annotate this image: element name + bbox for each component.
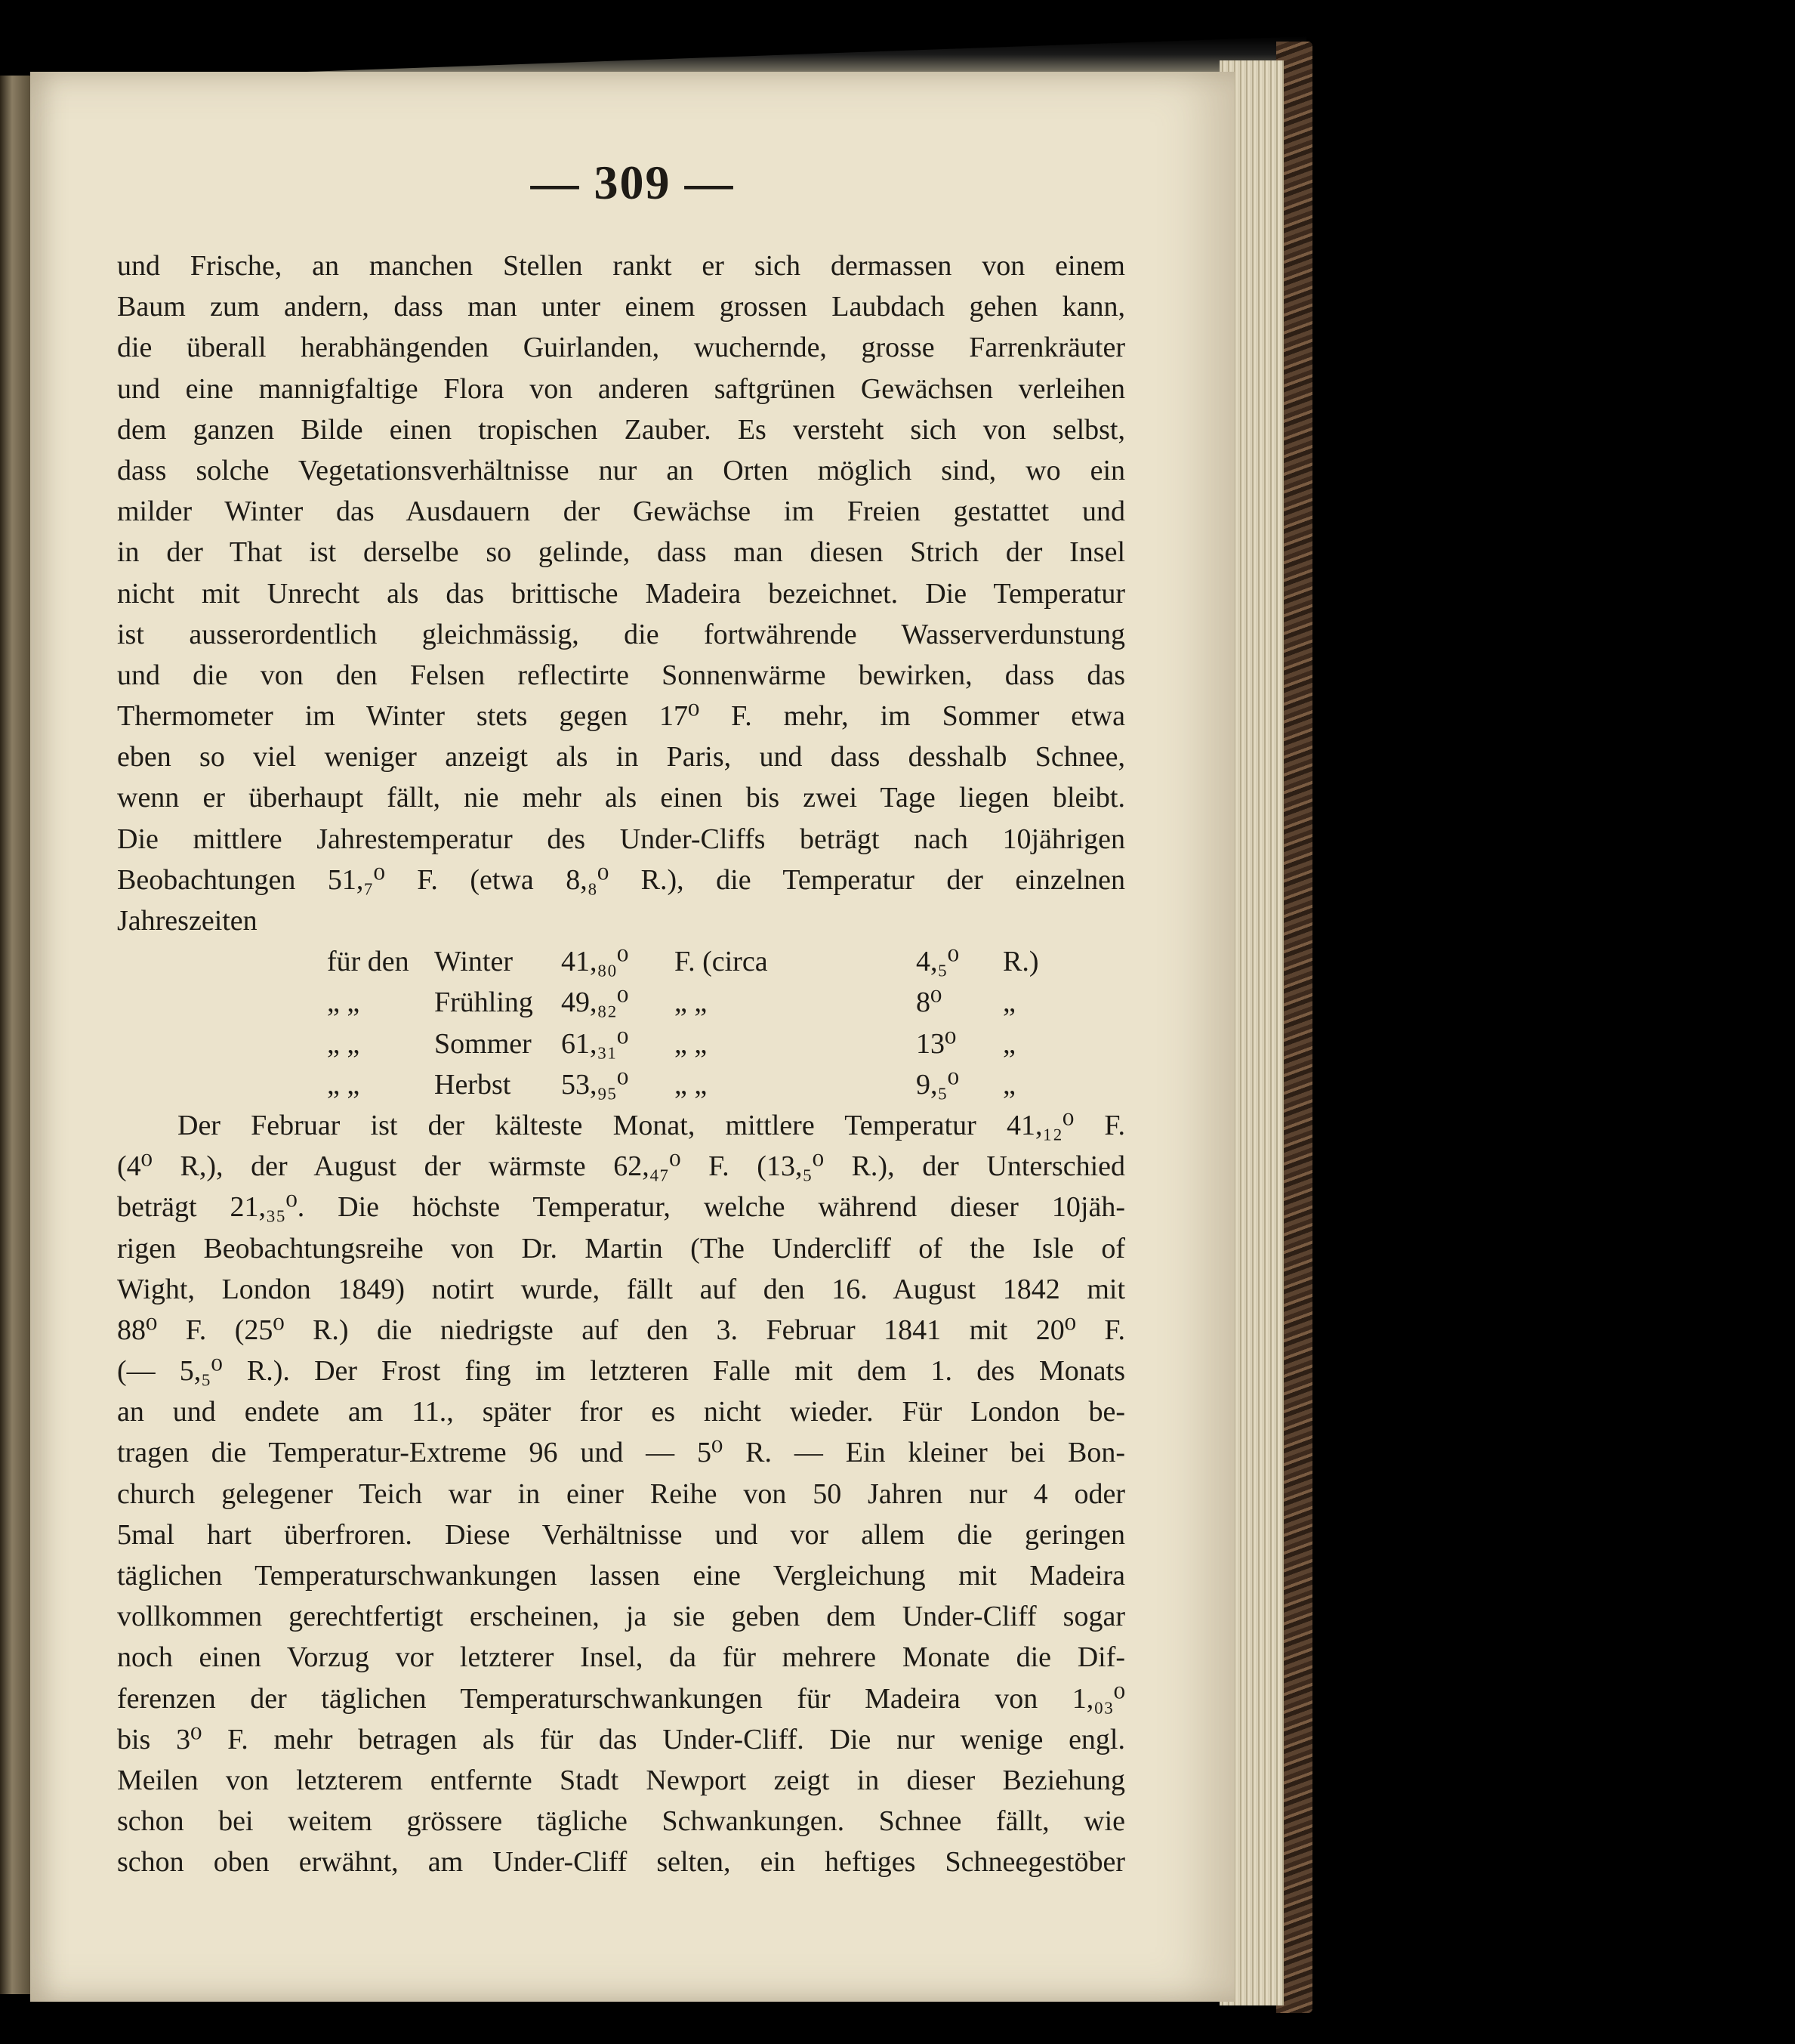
table-row [327,1064,1125,1105]
text-line: die überall herabhängenden Guirlanden, wuchernde, grosse Farrenkräuter [117,332,1125,364]
text-line: Baum zum andern, dass man unter einem grossen Laubdach gehen kann, [117,291,1125,323]
text-line: rigen Beobachtungsreihe von Dr. Martin (The Undercliff of the Isle of [117,1232,1125,1264]
text-line: Die mittlere Jahrestemperatur des Under-Cliffs beträgt nach 10jährigen [117,823,1125,855]
table-row [327,1024,1125,1064]
paragraph-2 [117,1105,1125,1883]
text-line: an und endete am 11., später fror es nicht wieder. Für London be- [117,1396,1125,1428]
table-cell: „ „ [327,1068,360,1101]
table-cell: „ „ [327,1027,360,1060]
table-cell: 61,₃₁⁰ [561,1027,629,1060]
table-cell: F. (circa [674,946,768,978]
text-line: milder Winter das Ausdauern der Gewächse im Freien gestattet und [117,496,1125,528]
table-cell: R.) [1003,946,1039,978]
table-row [327,982,1125,1023]
text-line: tragen die Temperatur-Extreme 96 und — 5⁰ R. — Ein kleiner bei Bon- [117,1437,1125,1469]
text-line: eben so viel weniger anzeigt als in Paris, und dass desshalb Schnee, [117,741,1125,773]
text-line: 5mal hart überfroren. Diese Verhältnisse und vor allem die geringen [117,1518,1125,1551]
table-cell: für den [327,946,409,978]
text-line: bis 3⁰ F. mehr betragen als für das Under-Cliff. Die nur wenige engl. [117,1723,1125,1755]
text-line: Wight, London 1849) notirt wurde, fällt auf den 16. August 1842 mit [117,1273,1125,1305]
table-cell: „ [1003,986,1016,1019]
table-cell: 49,₈₂⁰ [561,986,629,1019]
left-page-edge [0,76,30,1994]
book-page [30,72,1235,2002]
table-cell: „ „ [327,986,360,1019]
text-line: (4⁰ R,), der August der wärmste 62,₄₇⁰ F. (13,₅⁰ R.), der Unterschied [117,1150,1125,1183]
text-line: Der Februar ist der kälteste Monat, mittlere Temperatur 41,₁₂⁰ F. [177,1109,1125,1141]
page-text [117,245,1125,1883]
paragraph-1 [117,245,1125,941]
table-cell: 4,₅⁰ [916,946,959,978]
table-cell: „ „ [674,1027,708,1060]
text-line: und eine mannigfaltige Flora von anderen saftgrünen Gewächsen verleihen [117,372,1125,405]
table-cell: Herbst [434,1068,511,1101]
text-line: täglichen Temperaturschwankungen lassen eine Vergleichung mit Madeira [117,1560,1125,1592]
text-line: Beobachtungen 51,₇⁰ F. (etwa 8,₈⁰ R.), die Temperatur der einzelnen [117,863,1125,896]
text-line: wenn er überhaupt fällt, nie mehr als einen bis zwei Tage liegen bleibt. [117,782,1125,814]
text-line: ist ausserordentlich gleichmässig, die fortwährende Wasserverdunstung [117,618,1125,650]
text-line: 88⁰ F. (25⁰ R.) die niedrigste auf den 3. Februar 1841 mit 20⁰ F. [117,1314,1125,1346]
table-cell: 13⁰ [916,1027,957,1060]
text-line: nicht mit Unrecht als das brittische Madeira bezeichnet. Die Temperatur [117,577,1125,610]
table-row [327,941,1125,982]
text-line: Thermometer im Winter stets gegen 17⁰ F. mehr, im Sommer etwa [117,700,1125,733]
table-cell: 53,₉₅⁰ [561,1068,629,1101]
text-line: schon oben erwähnt, am Under-Cliff selten, ein heftiges Schneegestöber [117,1846,1125,1879]
table-cell: „ „ [674,986,708,1019]
text-line: vollkommen gerechtfertigt erscheinen, ja sie geben dem Under-Cliff sogar [117,1601,1125,1633]
table-cell: Frühling [434,986,533,1019]
table-cell: „ [1003,1068,1016,1101]
table-cell: 8⁰ [916,986,942,1019]
text-line: beträgt 21,₃₅⁰. Die höchste Temperatur, welche während dieser 10jäh- [117,1191,1125,1224]
seasons-table [117,941,1125,1105]
text-line: dass solche Vegetationsverhältnisse nur an Orten möglich sind, wo ein [117,454,1125,486]
text-line: ferenzen der täglichen Temperaturschwankungen für Madeira von 1,₀₃⁰ [117,1682,1125,1715]
text-line: und die von den Felsen reflectirte Sonnenwärme bewirken, dass das [117,659,1125,691]
page-number: — 309 — [530,156,735,209]
table-cell: 9,₅⁰ [916,1068,959,1101]
table-cell: Sommer [434,1027,532,1060]
text-line: (— 5,₅⁰ R.). Der Frost fing im letzteren Falle mit dem 1. des Monats [117,1355,1125,1388]
table-cell: „ [1003,1027,1016,1060]
text-line: schon bei weitem grössere tägliche Schwankungen. Schnee fällt, wie [117,1805,1125,1838]
text-line: Meilen von letzterem entfernte Stadt Newport zeigt in dieser Beziehung [117,1764,1125,1796]
text-line: noch einen Vorzug vor letzterer Insel, da für mehrere Monate die Dif- [117,1641,1125,1674]
text-line: Jahreszeiten [117,905,258,937]
text-line: church gelegener Teich war in einer Reihe von 50 Jahren nur 4 oder [117,1477,1125,1510]
table-cell: Winter [434,946,513,978]
table-cell: 41,₈₀⁰ [561,946,629,978]
text-line: dem ganzen Bilde einen tropischen Zauber. Es versteht sich von selbst, [117,413,1125,446]
table-cell: „ „ [674,1068,708,1101]
text-line: und Frische, an manchen Stellen rankt er sich dermassen von einem [117,250,1125,282]
text-line: in der That ist derselbe so gelinde, dass man diesen Strich der Insel [117,536,1125,569]
